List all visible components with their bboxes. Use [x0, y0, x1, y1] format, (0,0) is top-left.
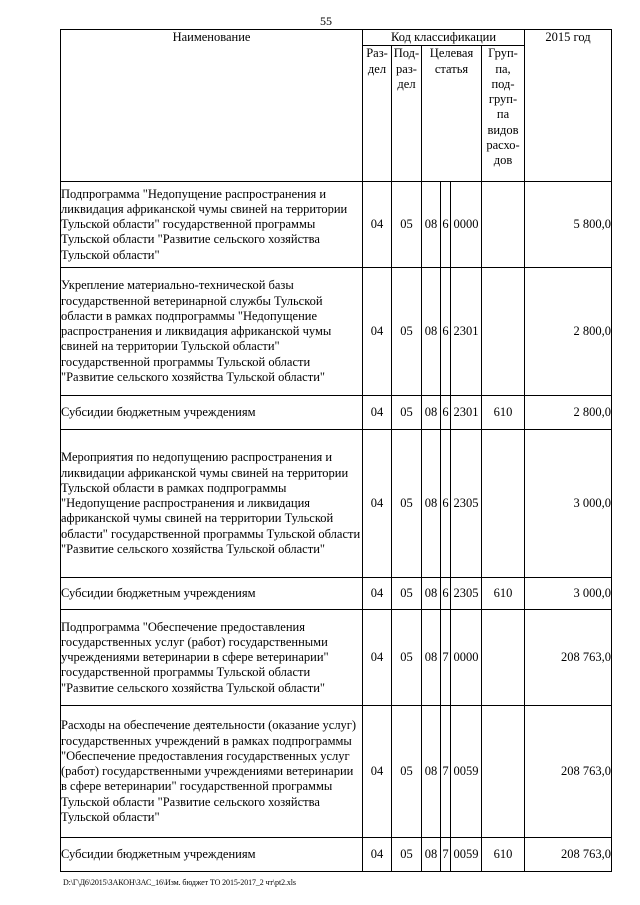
row-expense-group: 610: [482, 838, 525, 872]
row-amount: 208 763,0: [525, 706, 612, 838]
row-section: 04: [363, 610, 392, 706]
row-name: Расходы на обеспечение деятельности (оказание услуг) государственных учреждений в рамках подпрограммы "Обеспечение предоставления государственных услуг (работ) государственными учреждениями ветеринарии в сфере ветеринарии" государственной программы Тульской области "Развитие сельского хозяйства Тульской области": [61, 706, 363, 838]
page-number: 55: [320, 14, 332, 28]
row-expense-group: [482, 268, 525, 396]
row-expense-group: [482, 182, 525, 268]
row-section: 04: [363, 182, 392, 268]
row-target-program: 08: [422, 838, 441, 872]
row-target-direction: 0000: [451, 610, 482, 706]
row-amount: 5 800,0: [525, 182, 612, 268]
table-row: [61, 182, 612, 268]
row-target-subprogram: 6: [441, 578, 451, 610]
row-expense-group: 610: [482, 396, 525, 430]
table-row: [61, 396, 612, 430]
table-row: [61, 430, 612, 578]
header-year: 2015 год: [525, 30, 612, 182]
row-subsection: 05: [392, 706, 422, 838]
budget-table: [60, 29, 612, 872]
row-subsection: 05: [392, 610, 422, 706]
row-section: 04: [363, 396, 392, 430]
row-target-direction: 0000: [451, 182, 482, 268]
row-subsection: 05: [392, 578, 422, 610]
table-row: [61, 706, 612, 838]
row-section: 04: [363, 268, 392, 396]
row-name: Субсидии бюджетным учреждениям: [61, 396, 363, 430]
row-section: 04: [363, 706, 392, 838]
table-row: [61, 838, 612, 872]
row-target-subprogram: 6: [441, 430, 451, 578]
row-name: Укрепление материально-технической базы государственной ветеринарной службы Тульской области в рамках подпрограммы "Недопущение распространения и ликвидация африканской чумы свиней на территории Тульской области" государственной программы Тульской области "Развитие сельского хозяйства Тульской области": [61, 268, 363, 396]
row-expense-group: 610: [482, 578, 525, 610]
row-target-program: 08: [422, 396, 441, 430]
row-amount: 208 763,0: [525, 838, 612, 872]
row-name: Мероприятия по недопущению распространения и ликвидации африканской чумы свиней на территории Тульской области в рамках подпрограммы "Недопущение распространения и ликвидация африканской чумы свиней на территории Тульской области" государственной программы Тульской области "Развитие сельского хозяйства Тульской области": [61, 430, 363, 578]
table-row: [61, 268, 612, 396]
header-classification-code: Код классификации: [363, 30, 525, 46]
row-target-subprogram: 7: [441, 706, 451, 838]
row-target-subprogram: 7: [441, 610, 451, 706]
row-subsection: 05: [392, 182, 422, 268]
header-section: Раз- дел: [363, 46, 392, 182]
row-target-subprogram: 6: [441, 396, 451, 430]
row-target-direction: 2301: [451, 268, 482, 396]
row-target-direction: 2301: [451, 396, 482, 430]
row-name: Подпрограмма "Недопущение распространения и ликвидация африканской чумы свиней на территории Тульской области" государственной программы Тульской области "Развитие сельского хозяйства Тульской области": [61, 182, 363, 268]
row-target-subprogram: 6: [441, 268, 451, 396]
header-target-article: Целевая статья: [422, 46, 482, 182]
header-subsection: Под- раз- дел: [392, 46, 422, 182]
row-target-program: 08: [422, 706, 441, 838]
row-target-program: 08: [422, 610, 441, 706]
row-target-program: 08: [422, 182, 441, 268]
row-target-direction: 0059: [451, 706, 482, 838]
row-expense-group: [482, 610, 525, 706]
row-name: Подпрограмма "Обеспечение предоставления государственных услуг (работ) государственными учреждениями ветеринарии в сфере ветеринарии" государственной программы Тульской области "Развитие сельского хозяйства Тульской области": [61, 610, 363, 706]
row-subsection: 05: [392, 838, 422, 872]
row-amount: 2 800,0: [525, 396, 612, 430]
row-amount: 2 800,0: [525, 268, 612, 396]
header-name: Наименование: [61, 30, 363, 182]
row-target-direction: 2305: [451, 578, 482, 610]
row-target-direction: 0059: [451, 838, 482, 872]
header-expense-group: Груп- па, под- груп- па видов расхо- дов: [482, 46, 525, 182]
row-target-subprogram: 7: [441, 838, 451, 872]
row-section: 04: [363, 578, 392, 610]
table-row: [61, 578, 612, 610]
row-section: 04: [363, 430, 392, 578]
row-target-direction: 2305: [451, 430, 482, 578]
row-target-program: 08: [422, 430, 441, 578]
row-subsection: 05: [392, 430, 422, 578]
row-target-program: 08: [422, 578, 441, 610]
row-name: Субсидии бюджетным учреждениям: [61, 838, 363, 872]
row-expense-group: [482, 706, 525, 838]
row-target-program: 08: [422, 268, 441, 396]
row-amount: 208 763,0: [525, 610, 612, 706]
row-section: 04: [363, 838, 392, 872]
row-target-subprogram: 6: [441, 182, 451, 268]
footer-file-path: D:\Г\Д6\2015\ЗАКОН\ЗАС_16\Изм. бюджет ТО 2015-2017_2 чт\pt2.xls: [63, 878, 296, 887]
row-expense-group: [482, 430, 525, 578]
row-name: Субсидии бюджетным учреждениям: [61, 578, 363, 610]
row-subsection: 05: [392, 396, 422, 430]
row-subsection: 05: [392, 268, 422, 396]
table-row: [61, 610, 612, 706]
row-amount: 3 000,0: [525, 578, 612, 610]
row-amount: 3 000,0: [525, 430, 612, 578]
